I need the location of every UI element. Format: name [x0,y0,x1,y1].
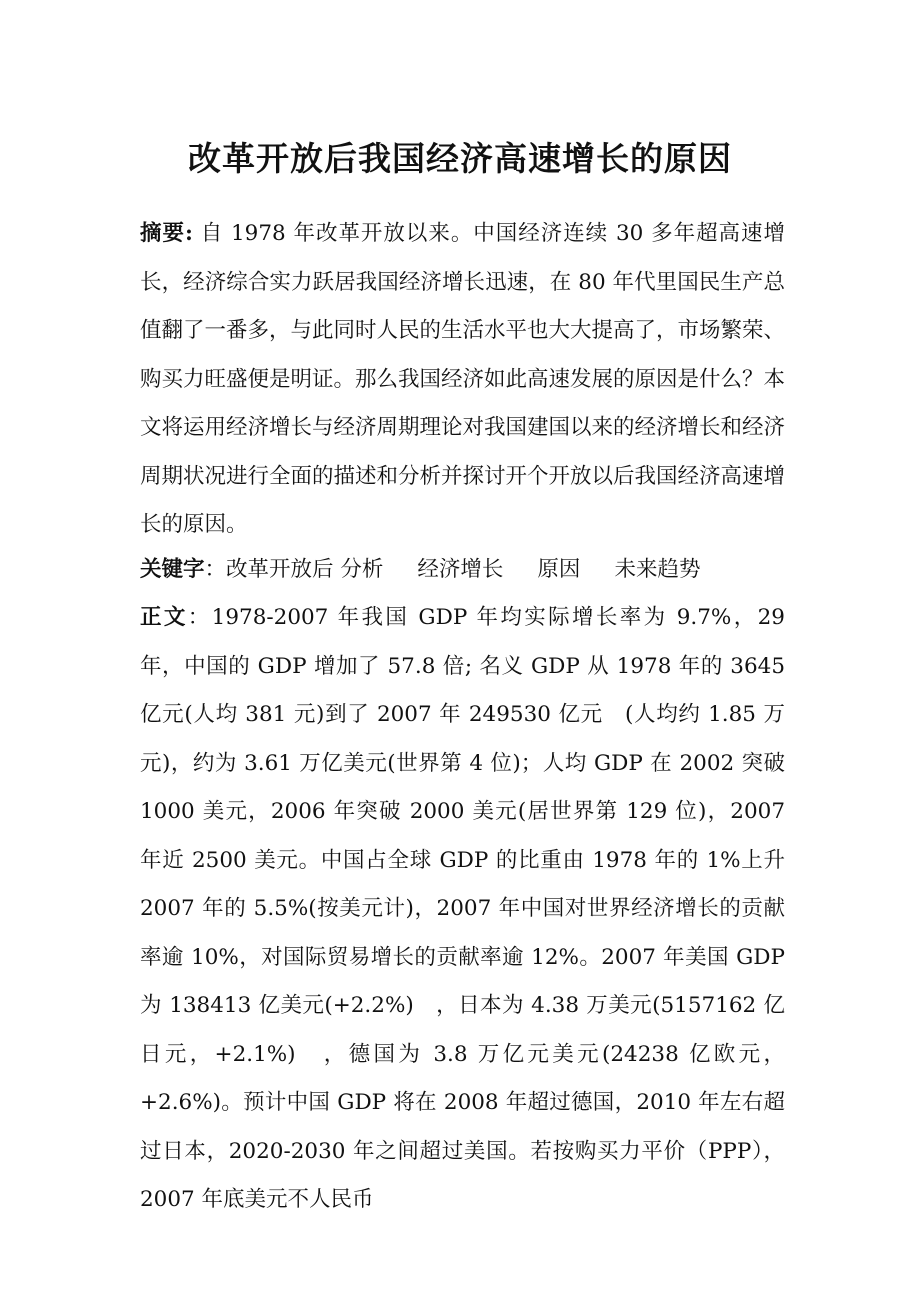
keyword-item: 改革开放后 [226,557,334,582]
main-text-paragraph [140,594,785,1225]
keyword-item: 分析 [340,557,384,582]
keyword-item: 原因 [537,557,581,582]
keywords-paragraph [140,546,785,595]
main-text-label: 正文 [140,605,188,630]
abstract-label: 摘要: [140,221,193,246]
keywords-separator: ： [204,557,227,582]
main-text-body: 1978-2007 年我国 GDP 年均实际增长率为 9.7%，29 年，中国的 GDP 增加了 57.8 倍; 名义 GDP 从 1978 年的 3645 亿元(人均 381 元)到了 2007 年 249530 亿元 (人均约 1.85 万元)，约为 3.61 万亿美元(世界第 4 位)；人均 GDP 在 2002 突破 1000 美元，2006 年突破 2000 美元(居世界第 129 位)，2007 年近 2500 美元。中国占全球 GDP 的比重由 1978 年的 1%上升 2007 年的 5.5%(按美元计)，2007 年中国对世界经济增长的贡献率逾 10%，对国际贸易增长的贡献率逾 12%。2007 年美国 GDP 为 138413 亿美元(+2.2%) ，日本为 4.38 万美元(5157162 亿日元，+2.1%) ，德国为 3.8 万亿元美元(24238 亿欧元，+2.6%)。预计中国 GDP 将在 2008 年超过德国，2010 年左右超过日本，2020-2030 年之间超过美国。若按购买力平价（PPP），2007 年底美元不人民币 [140,605,785,1212]
abstract-paragraph [140,210,785,550]
keywords-label: 关键字 [140,557,205,582]
keyword-item: 经济增长 [417,557,504,582]
document-title: 改革开放后我国经济高速增长的原因 [188,139,732,179]
main-text-separator: ： [187,605,212,630]
abstract-text: 自 1978 年改革开放以来。中国经济连续 30 多年超高速增长，经济综合实力跃居我国经济增长迅速，在 80 年代里国民生产总值翻了一番多，与此同时人民的生活水平也大大提高了，市场繁荣、购买力旺盛便是明证。那么我国经济如此高速发展的原因是什么？本文将运用经济增长与经济周期理论对我国建国以来的经济增长和经济周期状况进行全面的描述和分析并探讨开个开放以后我国经济高速增长的原因。 [140,221,786,537]
keyword-item: 未来趋势 [614,557,701,582]
